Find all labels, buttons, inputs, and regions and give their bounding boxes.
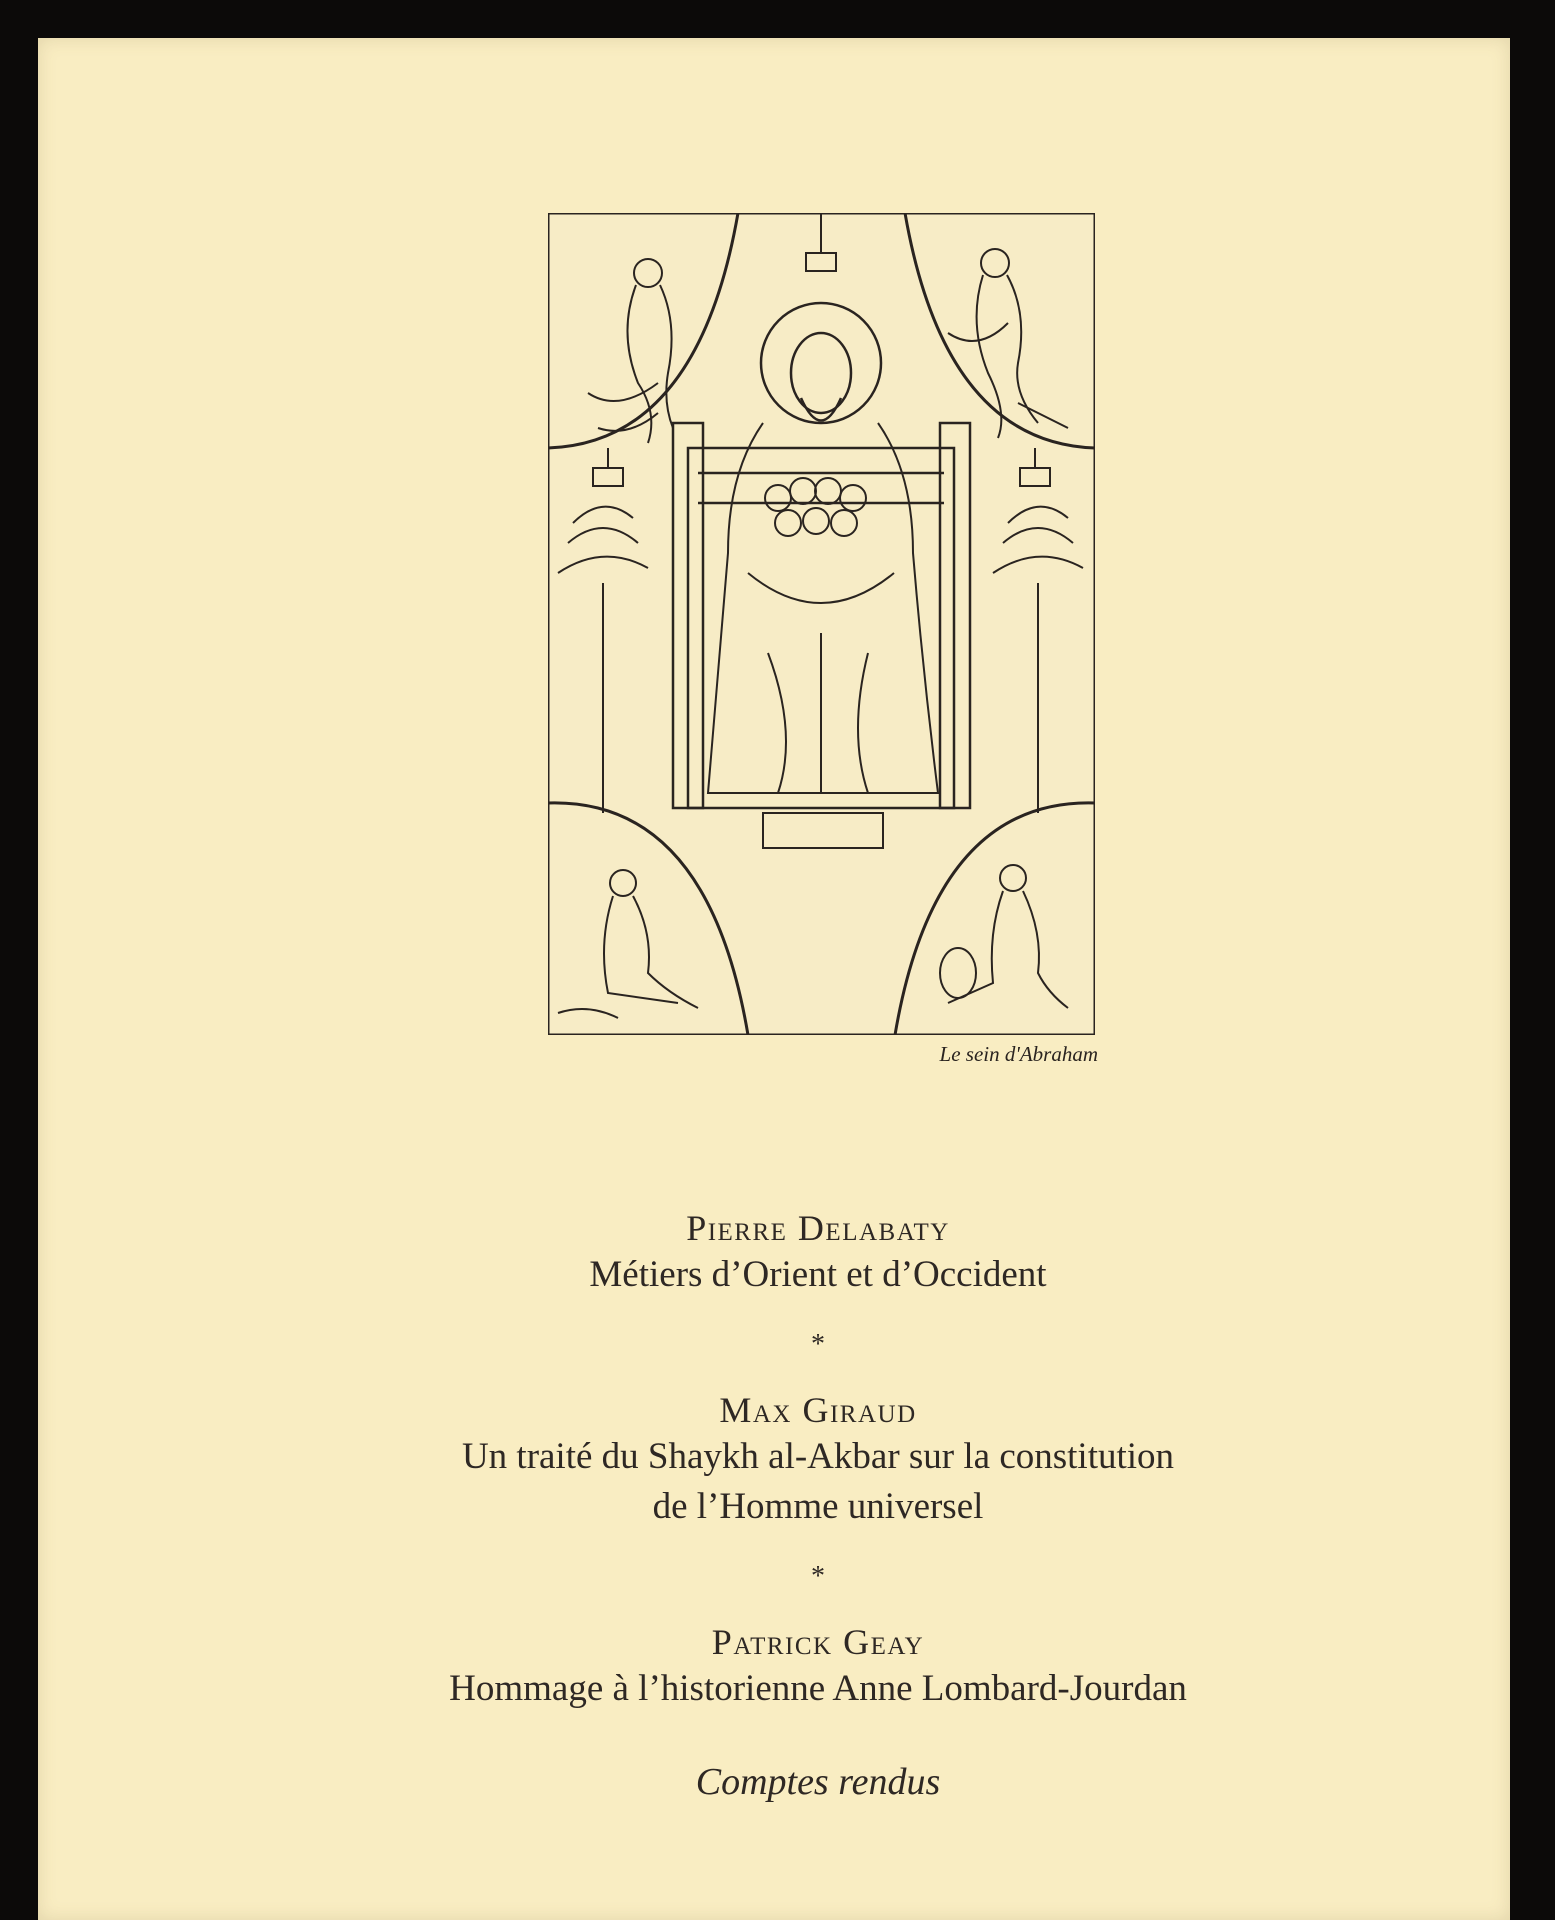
article-title-line: Un traité du Shaykh al-Akbar sur la constitution [461,1436,1175,1477]
illustration-caption: Le sein d'Abraham [939,1042,1098,1066]
article-entry [38,1388,1555,1532]
article-title [38,1250,1555,1300]
table-of-contents [38,1206,1555,1804]
article-entry [38,1206,1555,1300]
article-title-line: Métiers d’Orient et d’Occident [589,1254,1047,1295]
article-title-line: de l’Homme universel [652,1486,984,1527]
article-author: Patrick Geay [711,1622,925,1662]
abraham-engraving-icon [548,213,1095,1035]
engraving-illustration [548,213,1095,1035]
article-entry [38,1620,1555,1714]
article-author: Max Giraud [719,1390,917,1430]
article-title [38,1432,1555,1532]
asterisk-separator: * [811,1329,825,1360]
article-author: Pierre Delabaty [686,1208,950,1248]
book-back-cover [38,38,1510,1920]
reviews-heading: Comptes rendus [695,1761,941,1803]
article-title-line: Hommage à l’historienne Anne Lombard-Jourdan [449,1668,1187,1709]
article-title [38,1664,1555,1714]
asterisk-separator: * [811,1561,825,1592]
